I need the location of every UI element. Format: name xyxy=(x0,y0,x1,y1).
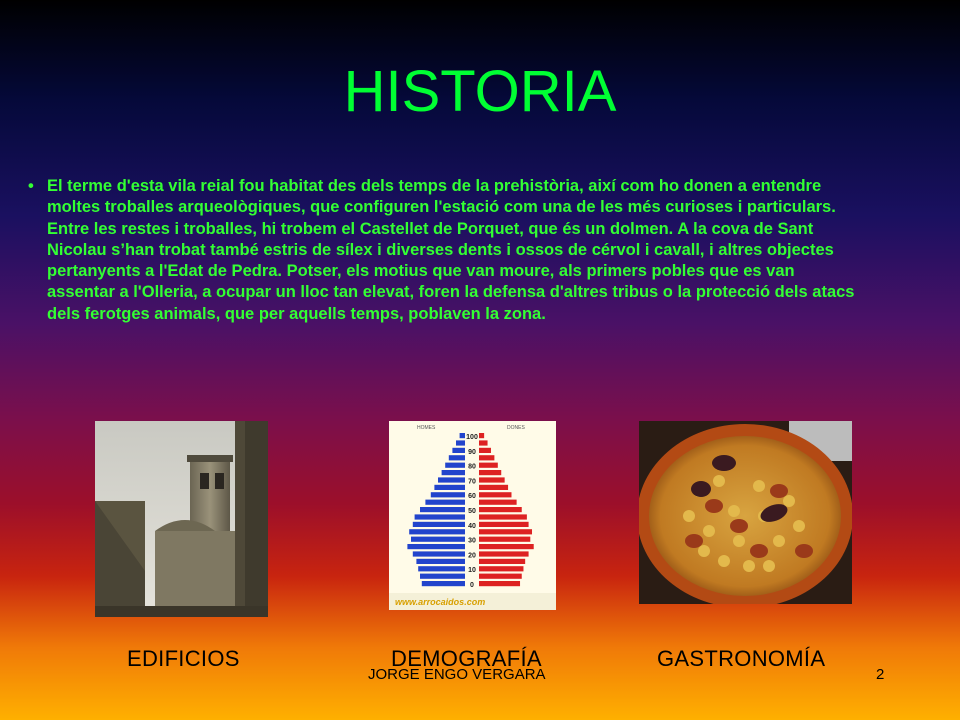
pyramid-age-label: 90 xyxy=(468,448,476,456)
population-pyramid xyxy=(389,421,556,610)
pyramid-female-bar xyxy=(479,433,484,438)
pyramid-male-bar xyxy=(452,448,465,453)
pyramid-female-bar xyxy=(479,574,522,579)
pyramid-male-bar xyxy=(420,507,465,512)
pyramid-male-bar xyxy=(460,433,465,438)
history-paragraph: El terme d'esta vila reial fou habitat des dels temps de la prehistòria, així com ho donen a entendre moltes troballes arqueològiques, que configuren l'estació com una de les més curioses i particulars. Entre les restes i troballes, hi trobem el Castellet de Porquet, que és un dolmen. A la cova de Sant Nicolau s’han trobat també estris de sílex i diverses dents i ossos de cérvol i cavall, i altres objectes pertanyents a l'Edat de Pedra. Potser, els motius que van moure, als primers pobles que es van assentar a l'Olleria, a ocupar un lloc tan elevat, foren la defensa d'altres tribus o la protecció dels atacs dels ferotges animals, que per aquells temps, poblaven la zona. xyxy=(47,177,855,323)
gastronomia-image[interactable] xyxy=(639,421,852,604)
pyramid-female-bar xyxy=(479,559,525,564)
demografia-image[interactable] xyxy=(389,421,556,610)
pyramid-female-bar xyxy=(479,537,530,542)
pyramid-male-bar xyxy=(431,492,465,497)
pyramid-left-header: HOMES xyxy=(417,425,436,431)
pyramid-male-bar xyxy=(420,574,465,579)
slide-title: HISTORIA xyxy=(343,59,617,124)
pyramid-female-bar xyxy=(479,529,532,534)
pyramid-male-bar xyxy=(411,537,465,542)
pyramid-male-bar xyxy=(416,559,465,564)
pyramid-male-bar xyxy=(442,470,465,475)
pyramid-male-bar xyxy=(418,566,465,571)
pyramid-male-bar xyxy=(438,477,465,482)
rice-dish-photo xyxy=(639,421,852,604)
pyramid-age-label: 60 xyxy=(468,493,476,501)
pyramid-male-bar xyxy=(449,455,465,460)
pyramid-male-bar xyxy=(413,522,465,527)
pyramid-female-bar xyxy=(479,440,488,445)
pyramid-female-bar xyxy=(479,507,522,512)
pyramid-watermark: www.arrocaidos.com xyxy=(395,597,486,607)
bullet-point: • xyxy=(28,177,34,195)
edificios-image[interactable] xyxy=(95,421,268,617)
pyramid-female-bar xyxy=(479,566,523,571)
pyramid-male-bar xyxy=(445,463,465,468)
pyramid-male-bar xyxy=(409,529,465,534)
pyramid-female-bar xyxy=(479,470,501,475)
pyramid-age-label: 70 xyxy=(468,478,476,486)
pyramid-female-bar xyxy=(479,551,529,556)
church-tower-photo xyxy=(95,421,268,617)
pyramid-female-bar xyxy=(479,492,511,497)
caption-edificios: EDIFICIOS xyxy=(127,646,240,671)
pyramid-male-bar xyxy=(456,440,465,445)
pyramid-male-bar xyxy=(415,514,465,519)
pyramid-female-bar xyxy=(479,514,527,519)
pyramid-female-bar xyxy=(479,455,494,460)
pyramid-female-bar xyxy=(479,477,505,482)
history-body xyxy=(28,176,858,325)
footer-author: JORGE ENGO VERGARA xyxy=(368,666,546,683)
pyramid-female-bar xyxy=(479,522,529,527)
pyramid-female-bar xyxy=(479,448,491,453)
pyramid-female-bar xyxy=(479,544,534,549)
pyramid-age-label: 10 xyxy=(468,567,476,575)
pyramid-female-bar xyxy=(479,463,498,468)
pyramid-male-bar xyxy=(413,551,465,556)
pyramid-male-bar xyxy=(425,500,465,505)
pyramid-age-label: 20 xyxy=(468,552,476,560)
pyramid-age-label: 80 xyxy=(468,463,476,471)
pyramid-age-label: 0 xyxy=(470,582,474,589)
caption-demografia: DEMOGRAFÍA xyxy=(391,646,542,671)
pyramid-male-bar xyxy=(434,485,465,490)
pyramid-age-label: 50 xyxy=(468,508,476,515)
pyramid-female-bar xyxy=(479,485,508,490)
caption-gastronomia: GASTRONOMÍA xyxy=(657,646,826,671)
footer-page-number: 2 xyxy=(876,666,885,683)
pyramid-right-header: DONES xyxy=(507,425,525,431)
pyramid-age-label: 40 xyxy=(468,522,476,530)
pyramid-female-bar xyxy=(479,581,520,586)
pyramid-male-bar xyxy=(407,544,465,549)
pyramid-age-label: 30 xyxy=(468,537,476,545)
pyramid-age-label: 100 xyxy=(466,434,478,441)
pyramid-female-bar xyxy=(479,500,517,505)
pyramid-male-bar xyxy=(422,581,465,586)
